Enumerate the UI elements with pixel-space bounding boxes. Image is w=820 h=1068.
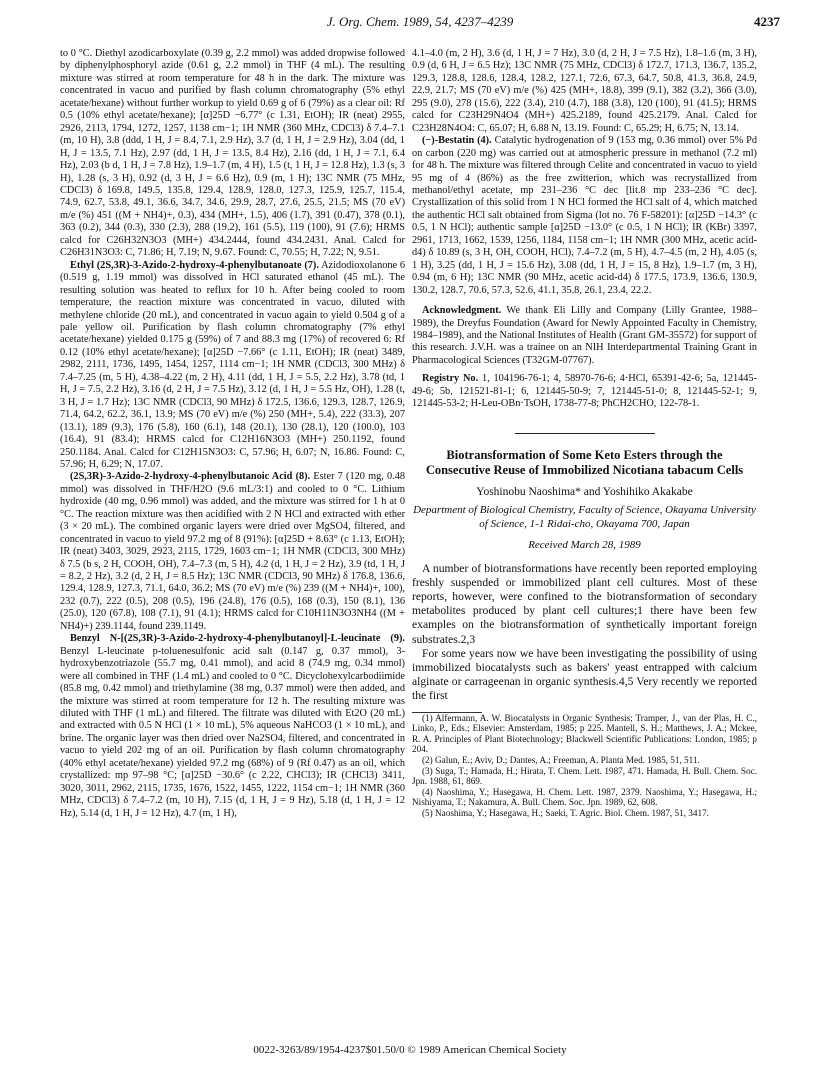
acknowledgment-heading: Acknowledgment. [422,305,502,317]
intro-paragraph-1: A number of biotransformations have recently been reported employing freshly suspended or immobilized plant cell cultures. Most of these reports, however, were confined to the biotransformation of secondary metabolites produced by plant cell cultures;1 there have been few examples on the biotransformation of synthetically important foreign substrates.2,3 [412,561,757,646]
running-header [60,14,780,36]
registry-numbers [412,373,757,410]
reference-5: (5) Naoshima, Y.; Hasegawa, H.; Saeki, T. Agric. Biol. Chem. 1987, 51, 3417. [422,807,709,818]
reference-2: (2) Galun, E.; Aviv, D.; Dantes, A.; Freeman, A. Planta Med. 1985, 51, 511. [422,755,700,765]
left-column [60,48,405,1016]
bestatin-heading: (−)-Bestatin (4). [422,135,492,147]
compound-7-heading: Ethyl (2S,3R)-3-Azido-2-hydroxy-4-phenylbutanoate (7). [70,259,319,271]
article-title: Biotransformation of Some Keto Esters through the Consecutive Reuse of Immobilized Nicotiana tabacum Cells [425,447,744,477]
article-divider [515,433,655,434]
journal-citation: J. Org. Chem. 1989, 54, 4237–4239 [326,14,514,29]
author-affiliation: Department of Biological Chemistry, Faculty of Science, Okayama University of Science, 1-1 Ridai-cho, Okayama 700, Japan [413,504,756,530]
reference-4: (4) Naoshima, Y.; Hasegawa, H. Chem. Lett. 1987, 2379. Naoshima, Y.; Hasegawa, H.; Nishiyama, T.; Nakamura, A. Bull. Chem. Soc. Jpn. 1989, 62, 608. [412,786,757,808]
paragraph-bestatin [412,135,757,297]
bestatin-text: Catalytic hydrogenation of 9 (153 mg, 0.36 mmol) over 5% Pd on carbon (220 mg) was carried out at atmospheric pressure in methanol (7.2 ml) for 48 h. The mixture was filtered through Celite and concentrated in vacuo to yield 95 mg of 4 (86%) as the free zwitterion, which was recrystallized from methanol/ethyl acetate, mp 231–236 °C dec [lit.8 mp 233–236 °C dec]. Crystallization of this solid from 1 N HCl formed the HCl salt of 4, which matched the authentic HCl salt obtained from Sigma (lot no. 76 F-58201): [α]25D −14.3° (c 0.5, 1 N HCl); authentic sample [α]25D −13.0° (c 0.5, 1 N HCl); IR (KBr) 3397, 2961, 1713, 1662, 1539, 1256, 1184, 1158 cm−1; 1H NMR (300 MHz, acetic acid-d4) δ 10.89 (s, 3 H, OH, COOH, HCl), 7.4–7.2 (m, 5 H), 4.7–4.5 (m, 2 H), 4.05 (s, 1 H), 3.25 (dd, 1 H, J = 15.6 Hz), 3.08 (dd, 1 H, J = 15, 8 Hz), 1.9–1.7 (m, 3 H), 0.94 (m, 6 H); 13C NMR (90 MHz, acetic acid-d4) δ 177.5, 173.9, 136.6, 130.9, 130.2, 128.7, 70.6, 57.3, 52.6, 41.1, 35.8, 26.1, 23.4, 22.2. [412,135,757,296]
compound-9-text: Benzyl L-leucinate p-toluenesulfonic acid salt (0.147 g, 0.37 mmol), 3-hydroxybenzotriazole (55.7 mg, 0.41 mmol), and acid 8 (74.9 mg, 0.34 mmol) were all combined in THF (1.4 mL) and cooled to 0 °C. Dicyclohexylcarbodiimide (85.8 mg, 0.42 mmol) and triethylamine (38 mg, 0.37 mmol) were then added, and the mixture was stirred at room temperature for 12 h. The resulting mixture was diluted with THF (1 mL) and filtered. The filtrate was diluted with Et2O (20 mL) and extracted with 0.5 N HCl (1 × 10 mL), 5% aqueous NaHCO3 (1 × 10 mL), and brine. The organic layer was then dried over Na2SO4, filtered, and concentrated in vacuo to yield 202 mg of an oil. Purification by flash column chromatography (40% ethyl acetate/hexane) yielded 97.2 mg (68%) of 9 (Rf 0.47) as an oil, which crystallized: mp 97–98 °C; [α]25D −30.6° (c 2.22, CHCl3); IR (CHCl3) 3411, 3020, 3011, 2962, 2115, 1735, 1676, 1522, 1455, 1222, 1154 cm−1; 1H NMR (360 MHz, CDCl3) δ 7.4–7.2 (m, 10 H), 7.15 (d, 1 H, J = 9 Hz), 5.18 (d, 1 H, J = 12 Hz), 5.14 (d, 1 H, J = 12 Hz), 4.7 (m, 1 H), [60,645,405,819]
registry-text: 1, 104196-76-1; 4, 58970-76-6; 4·HCl, 65391-42-6; 5a, 121445-49-6; 5b, 121521-81-1; 6, 121445-50-9; 7, 121445-51-0; 8, 121445-52-1; 9, 121445-53-2; H-Leu-OBn·TsOH, 1738-77-8; PhCH2CHO, 122-78-1. [412,373,757,410]
intro-paragraph-2: For some years now we have been investigating the possibility of using immobilized biocatalysts such as bakers' yeast entrapped with calcium alginate or carrageenan in organic synthesis.4,5 Very recently we reported the first [412,646,757,703]
acknowledgment-text: We thank Eli Lilly and Company (Lilly Grantee, 1988–1989), the Dreyfus Foundation (Award for Newly Appointed Faculty in Chemistry, 1984–1989), and the National Institutes of Health (Grant GM-35572) for support of this research. J.V.H. was a trainee on an NIH Interdepartmental Training Grant in Pharmacological Sciences (T32GM-07767). [412,305,757,366]
reference-3: (3) Suga, T.; Hamada, H.; Hirata, T. Chem. Lett. 1987, 471. Hamada, H. Bull. Chem. Soc. Jpn. 1988, 61, 869. [412,765,757,787]
compound-8-text: Ester 7 (120 mg, 0.48 mmol) was dissolved in THF/H2O (9.6 mL/3:1) and cooled to 0 °C. Lithium hydroxide (40 mg, 0.96 mmol) was added, and the mixture was stirred for 1 h at 0 °C. The reaction mixture was then acidified with 2 N HCl and extracted with ether (3 × 20 mL). The combined organic layers were dried over MgSO4, filtered, and concentrated in vacuo to yield 97.2 mg of 8 (91%): [α]25D + 8.63° (c 1.13, EtOH); IR (neat) 3403, 3029, 2923, 2115, 1729, 1603 cm−1; 1H NMR (CDCl3, 300 MHz) δ 7.5 (b s, 2 H, COOH, OH), 7.4–7.3 (m, 5 H), 4.2 (d, 1 H, J = 2 Hz), 3.9 (td, 1 H, J = 8.2, 2 Hz), 3.2 (d, 2 H, J = 8.5 Hz); 13C NMR (CDCl3, 90 MHz) δ 176.8, 136.6, 129.4, 128.9, 127.3, 71.1, 64.0, 36.2; MS (70 eV) m/e (%) 239 ((M + NH4)+, 100), 232 (0.7), 222 (0.5), 208 (0.5), 196 (24.8), 176 (0.5), 168 (0.3), 150 (8.1), 136 (25.0), 120 (67.8), 108 (7.1), 91 (4.1); HRMS calcd for C10H11N3O3NH4 ((M + NH4)+) 239.1144, found 239.1149. [60,471,405,632]
registry-heading: Registry No. [422,373,479,385]
paragraph-compound-9 [60,633,405,820]
compound-7-text: Azidodioxolanone 6 (0.519 g, 1.19 mmol) was dissolved in HCl saturated ethanol (45 mL). The resulting solution was heated to reflux for 10 h. After being cooled to room temperature, the reaction mixture was concentrated in vacuo, diluted with methylene chloride (20 mL), and concentrated in vacuo again to yield 0.504 g of a pale yellow oil. Purification by flash column chromatography (7% ethyl acetate/hexane) yielded 0.175 g (59%) of 7 and 88.3 mg (17%) of recovered 6: Rf 0.12 (10% ethyl acetate/hexane); [α]25D −7.66° (c 1.11, EtOH); IR (neat) 3489, 2982, 2111, 1736, 1495, 1454, 1257, 1114 cm−1; 1H NMR (CDCl3, 300 MHz) δ 7.4–7.25 (m, 5 H), 4.38–4.22 (m, 2 H), 4.11 (dd, 1 H, J = 5.5, 2.2 Hz), 3.78 (td, 1 H, J = 7.5, 2.2 Hz), 3.16 (d, 2 H, J = 7.5 Hz), 3.12 (d, 1 H, J = 5.5 Hz, OH), 1.28 (t, 3 H, J = 1.7 Hz); 13C NMR (CDCl3, 90 MHz) δ 172.5, 136.6, 129.3, 128.7, 126.9, 71.4, 64.2, 62.2, 36.1, 13.9; MS (70 eV) m/e (%) 250 (MH+, 5.4), 222 (33.3), 207 (13.1), 189 (9.3), 176 (5.8), 160 (6.1), 148 (20.1), 130 (28.1), 120 (100.0), 103 (16.4), 91 (83.4); HRMS calcd for C12H16N3O3 (MH+) 250.1192, found 250.1184. Anal. Calcd for C12H15N3O3: C, 57.96; H, 6.07; N, 16.86. Found: C, 57.96; H, 6.29; N, 17.07. [60,259,405,470]
compound-9-heading: Benzyl N-[(2S,3R)-3-Azido-2-hydroxy-4-phenylbutanoyl]-L-leucinate (9). [70,633,405,645]
right-column [412,48,757,1016]
paragraph-compound-7 [60,260,405,472]
reference-1: (1) Alfermann, A. W. Biocatalysts in Organic Synthesis; Tramper, J., van der Plas, H. C., Linko, P., Eds.; Elsevier: Amsterdam, 1985; p 225. Mantell, S. H.; Matthews, J. A.; Mckee, R. A. Principles of Plant Biotechnology; Blackwell Scientific Publications: London, 1985; p 204. [412,712,757,755]
copyright-footer: 0022-3263/89/1954-4237$01.50/0 © 1989 American Chemical Society [253,1044,567,1056]
paragraph-synthesis-6: to 0 °C. Diethyl azodicarboxylate (0.39 g, 2.2 mmol) was added dropwise followed by diphenylphosphoryl azide (0.61 g, 2.2 mmol) in THF (4 mL). The resulting mixture was stirred at room temperature for 48 h in the dark. The mixture was concentrated in vacuo and purified by flash column chromatography (5% ethyl acetate/hexane) without further workup to yield 0.69 g of 6 (79%) as a clear oil: Rf 0.5 (10% ethyl acetate/hexane); [α]25D −6.77° (c 1.31, EtOH); IR (neat) 2955, 2926, 2113, 1794, 1272, 1257, 1138 cm−1; 1H NMR (360 MHz, CDCl3) δ 7.4–7.1 (m, 10 H), 3.8 (ddd, 1 H, J = 8.4, 7.1, 2.9 Hz), 3.7 (d, 1 H, J = 2.9 Hz), 3.04 (dd, 1 H, J = 13.5, 7.1 Hz), 2.97 (dd, 1 H, J = 13.5, 8.4 Hz), 2.16 (dd, 1 H, J = 7.1, 6.4 Hz), 2.03 (b d, 1 H, J = 7.8 Hz), 1.9–1.7 (m, 4 H), 1.5 (t, 1 H, J = 12.8 Hz), 1.3 (s, 3 H), 1.28 (s, 3 H), 0.92 (d, 3 H, J = 6.6 Hz), 0.9 (m, 1 H); 13C NMR (75 MHz, CDCl3) δ 169.8, 149.5, 135.8, 129.4, 128.9, 128.0, 127.3, 125.9, 125.7, 115.4, 74.9, 62.7, 53.8, 49.1, 36.6, 34.7, 34.6, 29.9, 28.7, 27.6, 25.5, 21.5; MS (70 eV) m/e (%) 451 ((M + NH4)+, 0.3), 434 (MH+, 1.5), 406 (1.7), 391 (0.47), 378 (0.1), 363 (0.2), 344 (0.3), 330 (2.3), 288 (19.2), 161 (5.5), 119 (100), 91 (7.6); HRMS calcd for C26H32N3O3 (MH+) 434.2444, found 434.2431. Anal. Calcd for C26H31N3O3: C, 71.86; H, 7.19; N, 9.67. Found: C, 70.55; H, 7.22; N, 9.51. [60,48,405,259]
compound-8-heading: (2S,3R)-3-Azido-2-hydroxy-4-phenylbutanoic Acid (8). [70,471,311,483]
received-date: Received March 28, 1989 [528,539,641,552]
paragraph-compound-9-continued: 4.1–4.0 (m, 2 H), 3.6 (d, 1 H, J = 7 Hz), 3.0 (d, 2 H, J = 7.5 Hz), 1.8–1.6 (m, 3 H), 0.9 (d, 6 H, J = 6.5 Hz); 13C NMR (75 MHz, CDCl3) δ 172.7, 171.3, 136.7, 135.2, 129.3, 128.8, 128.6, 128.4, 128.2, 127.1, 72.6, 67.3, 64.7, 50.8, 41.3, 36.8, 24.9, 22.9, 21.7; MS (70 eV) m/e (%) 425 (MH+, 18.8), 399 (9.1), 382 (3.2), 366 (3.0), 295 (9.0), 278 (15.6), 222 (3.4), 210 (4.7), 188 (3.8), 120 (100), 91 (41.5); HRMS calcd for C23H29N4O4 (MH+) 425.2189, found 425.2179. Anal. Calcd for C23H28N4O4: C, 65.07; H, 6.88 N, 13.19. Found: C, 65.29; H, 6.75; N, 13.14. [412,48,757,134]
page-number: 4237 [754,14,780,29]
article-authors: Yoshinobu Naoshima* and Yoshihiko Akakabe [476,485,693,498]
acknowledgment [412,305,757,367]
paragraph-compound-8 [60,471,405,633]
